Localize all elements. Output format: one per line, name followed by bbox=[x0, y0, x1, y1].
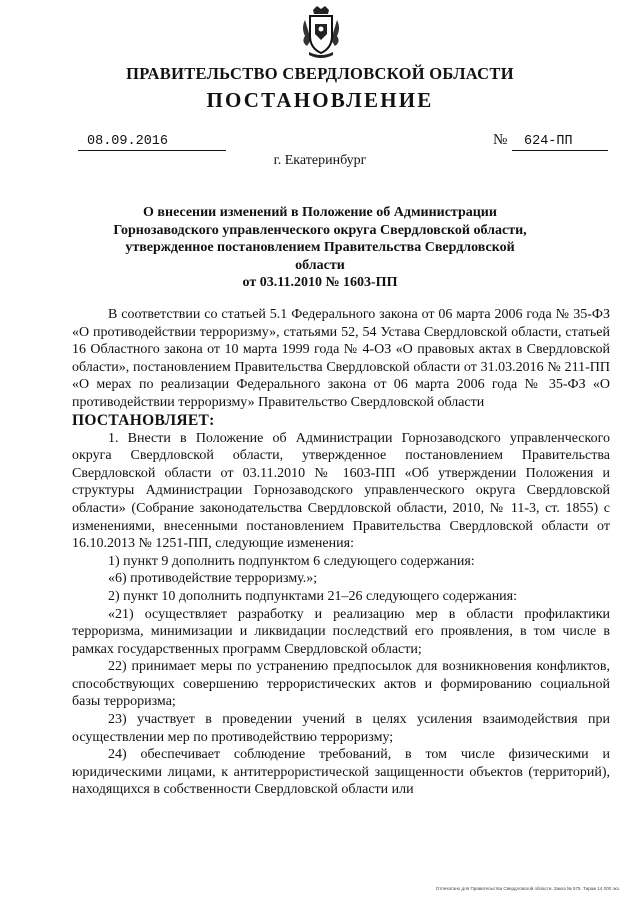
paragraph: 23) участвует в проведении учений в целях усиления взаимодействия при осуществлении мер по противодействию терроризму; bbox=[72, 712, 610, 745]
government-name: ПРАВИТЕЛЬСТВО СВЕРДЛОВСКОЙ ОБЛАСТИ bbox=[126, 64, 514, 83]
resolve-heading: ПОСТАНОВЛЯЕТ: bbox=[72, 411, 215, 429]
print-footer: Отпечатано для Правительства Свердловской области. Заказ № 575. Тираж 14 000 экз. bbox=[435, 886, 620, 891]
document-type: ПОСТАНОВЛЕНИЕ bbox=[206, 88, 434, 112]
decree-number: 624-ПП bbox=[512, 133, 608, 151]
title-line: от 03.11.2010 № 1603-ПП bbox=[242, 275, 398, 291]
paragraph: 24) обеспечивает соблюдение требований, в том числе физическими и юридическими лицами, к антитеррористической защищенности объектов (территорий), находящихся в собственности Свердловской области или bbox=[72, 747, 610, 798]
paragraph: 1. Внести в Положение об Администрации Горнозаводского управленческого округа Свердловской области, утвержденное постановлением Правительства Свердловской области от 03.11.2010 № 1603-ПП «Об утверждении Положения и структуры Администрации Горнозаводского управленческого округа Свердловской области» (Собрание законодательства Свердловской области, 2010, № 11-3, ст. 1855) с изменениями, внесенными постановлением Правительства Свердловской области от 16.10.2013 № 1251-ПП, следующие изменения: bbox=[72, 430, 610, 552]
paragraph: «6) противодействие терроризму.»; bbox=[108, 571, 318, 587]
decree-title bbox=[100, 204, 540, 292]
paragraph: 2) пункт 10 дополнить подпунктами 21–26 следующего содержания: bbox=[108, 588, 518, 604]
coat-of-arms-icon bbox=[299, 6, 343, 60]
decree-date: 08.09.2016 bbox=[78, 133, 226, 151]
preamble: В соответствии со статьей 5.1 Федерального закона от 06 марта 2006 года № 35-ФЗ «О противодействии терроризму», статьями 52, 54 Устава Свердловской области, статьей 16 Областного закона от 10 марта 1999 года № 4-ОЗ «О правовых актах в Свердловской области», постановлением Правительства Свердловской области от 31.03.2016 № 211-ПП «О мерах по реализации Федерального закона от 06 марта 2006 года № 35-ФЗ «О противодействии терроризму» Правительство Свердловской области bbox=[72, 307, 610, 410]
city: г. Екатеринбург bbox=[273, 153, 367, 168]
paragraph: 1) пункт 9 дополнить подпунктом 6 следующего содержания: bbox=[108, 553, 475, 569]
decree-body bbox=[72, 306, 610, 799]
title-line: О внесении изменений в Положение об Администрации bbox=[143, 205, 497, 220]
paragraph: 22) принимает меры по устранению предпосылок для возникновения конфликтов, способствующих совершению террористических актов и формированию социальной базы терроризма; bbox=[72, 659, 610, 710]
title-line: утвержденное постановлением Правительства Свердловской области bbox=[125, 240, 515, 273]
title-line: Горнозаводского управленческого округа Свердловской области, bbox=[113, 222, 527, 238]
number-sign: № bbox=[493, 132, 508, 148]
paragraph: «21) осуществляет разработку и реализацию мер в области профилактики терроризма, минимизации и ликвидации последствий его проявления, в том числе в рамках государственных программ Свердловской области; bbox=[72, 606, 610, 657]
